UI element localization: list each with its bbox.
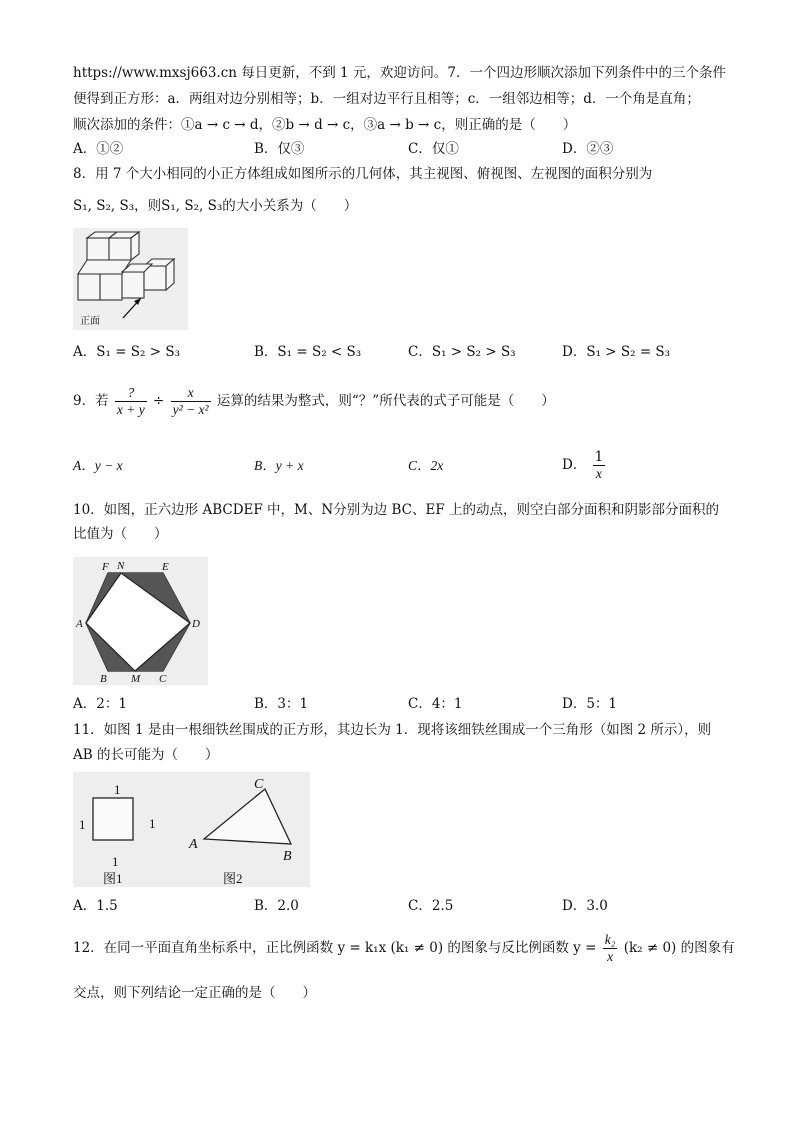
q7-line-3: 顺次添加的条件：①a → c → d，②b → d → c，③a → b → c，则正确的是（ ） <box>73 117 577 133</box>
q8-cube-figure <box>73 228 188 330</box>
q10-line-1: 10．如图，正六边形 ABCDEF 中，M、N分别为边 BC、EF 上的动点，则空白部分面积和阴影部分面积的 <box>73 502 719 518</box>
hexagon-drawing <box>73 557 208 685</box>
q12-line-2: 交点，则下列结论一定正确的是（ ） <box>73 985 316 1001</box>
q12-fraction <box>603 932 618 965</box>
figure-1-caption: 图1 <box>103 871 123 886</box>
q9-option-d-fraction <box>593 449 606 482</box>
q9-option-c[interactable]: C．2x <box>408 458 444 473</box>
square-side-bottom: 1 <box>112 854 119 869</box>
q9-option-b[interactable]: B．y + x <box>254 458 304 473</box>
q9-frac1-numerator: ? <box>115 385 147 402</box>
q7-line-2: 便得到正方形：a．两组对边分别相等；b．一组对边平行且相等；c．一组邻边相等；d．一个角是直角； <box>73 91 700 107</box>
q12-line-1 <box>73 929 735 967</box>
q8-line-1: 8．用 7 个大小相同的小正方体组成如图所示的几何体，其主视图、俯视图、左视图的面积分别为 <box>73 166 653 182</box>
q9-fraction-2 <box>171 385 211 418</box>
hex-label-d: D <box>192 618 200 630</box>
triangle-label-a: A <box>189 837 198 852</box>
q9-frac2-denominator: y² − x² <box>172 402 209 417</box>
q10-line-2: 比值为（ ） <box>73 526 168 542</box>
q12-text-part-2: (k₂ ≠ 0) 的图象有 <box>623 940 735 956</box>
triangle-label-b: B <box>283 849 292 864</box>
q10-option-c[interactable]: C．4：1 <box>408 696 463 712</box>
hex-label-c: C <box>159 673 167 685</box>
hex-label-e: E <box>162 561 169 573</box>
hex-label-a: A <box>76 618 83 630</box>
square-side-right: 1 <box>149 816 156 831</box>
q11-figures <box>73 772 310 887</box>
q11-option-d[interactable]: D．3.0 <box>562 898 608 914</box>
q8-option-b[interactable]: B．S₁ = S₂ < S₃ <box>254 344 362 360</box>
q10-option-d[interactable]: D．5：1 <box>562 696 618 712</box>
hex-label-b: B <box>100 673 107 685</box>
q7-line-1: https://www.mxsj663.cn 每日更新，不到 1 元，欢迎访问。7．一个四边形顺次添加下列条件中的三个条件 <box>73 65 727 81</box>
q9-fraction-1 <box>115 385 147 418</box>
q9-division-sign: ÷ <box>153 393 165 409</box>
q12-text-part-1: 12．在同一平面直角坐标系中，正比例函数 y = k₁x (k₁ ≠ 0) 的图象与反比例函数 y = <box>73 940 597 956</box>
q9-line <box>73 382 555 420</box>
q9-option-d-denominator: x <box>595 466 602 481</box>
q9-option-d-numerator: 1 <box>594 449 604 465</box>
q7-option-a[interactable]: A．①② <box>73 141 124 157</box>
q8-option-c[interactable]: C．S₁ > S₂ > S₃ <box>408 344 516 360</box>
q11-option-a[interactable]: A．1.5 <box>73 898 118 914</box>
q9-option-d-prefix: D． <box>562 457 587 473</box>
q11-option-b[interactable]: B．2.0 <box>254 898 299 914</box>
q9-prefix: 9．若 <box>73 393 109 409</box>
q11-line-2: AB 的长可能为（ ） <box>73 747 219 763</box>
q8-option-a[interactable]: A．S₁ = S₂ > S₃ <box>73 344 181 360</box>
q10-option-a[interactable]: A．2：1 <box>73 696 127 712</box>
q7-option-d[interactable]: D．②③ <box>562 141 614 157</box>
hex-label-n: N <box>117 560 125 572</box>
q11-option-c[interactable]: C．2.5 <box>408 898 454 914</box>
square-side-left: 1 <box>79 817 86 832</box>
q9-frac2-numerator: x <box>171 385 211 402</box>
square-side-top: 1 <box>114 782 121 797</box>
q10-hexagon-figure <box>73 557 208 685</box>
square-and-triangle-drawing <box>73 772 310 887</box>
q8-option-d[interactable]: D．S₁ > S₂ = S₃ <box>562 344 671 360</box>
figure-2-caption: 图2 <box>223 871 243 886</box>
hex-label-m: M <box>131 673 141 685</box>
q7-option-b[interactable]: B．仅③ <box>254 141 305 157</box>
q9-suffix: 运算的结果为整式，则“？”所代表的式子可能是（ ） <box>216 393 555 409</box>
q9-option-a[interactable]: A．y − x <box>73 458 123 473</box>
triangle-label-c: C <box>254 777 264 792</box>
hex-label-f: F <box>102 561 109 573</box>
q8-line-2: S₁, S₂, S₃，则S₁, S₂, S₃的大小关系为（ ） <box>73 198 358 214</box>
q11-line-1: 11．如图 1 是由一根细铁丝围成的正方形，其边长为 1．现将该细铁丝围成一个三角形（如图 2 所示），则 <box>73 722 712 738</box>
q12-frac-numerator: k₂ <box>604 932 616 947</box>
q7-option-c[interactable]: C．仅① <box>408 141 459 157</box>
cube-solid-drawing <box>73 228 188 330</box>
q8-figure-front-label: 正面 <box>80 316 100 327</box>
q9-frac1-denominator: x + y <box>116 402 145 417</box>
q9-option-d[interactable] <box>562 446 607 484</box>
q12-frac-denominator: x <box>607 949 614 964</box>
q10-option-b[interactable]: B．3：1 <box>254 696 309 712</box>
